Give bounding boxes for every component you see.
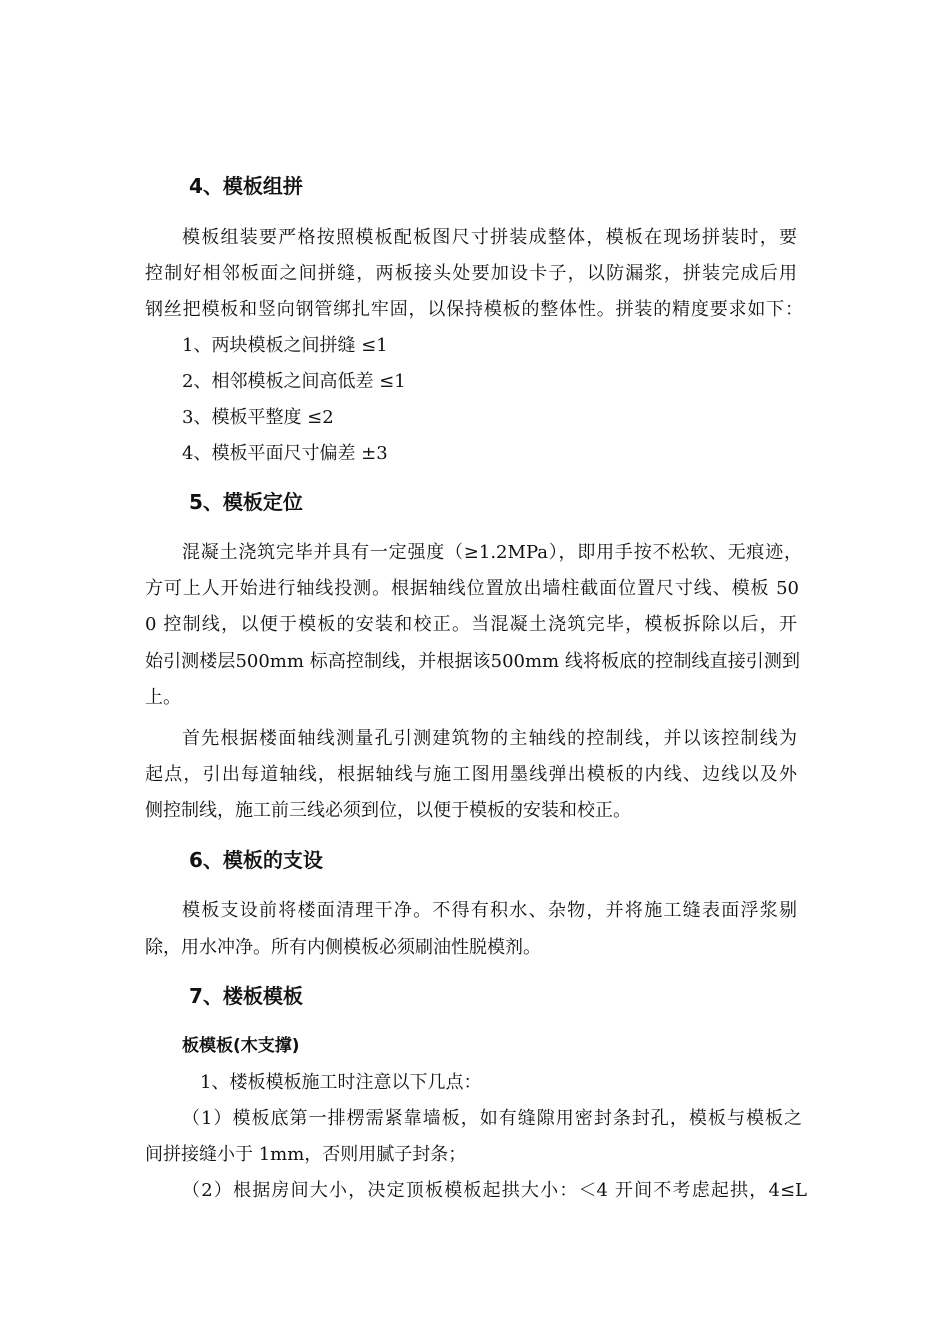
paragraph-line: 上。	[145, 687, 181, 708]
list-item: 2、相邻模板之间高低差 ≤1	[182, 371, 406, 392]
section-heading-5: 5、模板定位	[189, 490, 303, 514]
list-item: 4、模板平面尺寸偏差 ±3	[182, 443, 388, 464]
list-item: 3、模板平整度 ≤2	[182, 407, 334, 428]
paragraph-line: 模板支设前将楼面清理干净。不得有积水、杂物，并将施工缝表面浮浆剔	[182, 900, 797, 921]
paragraph-line: 方可上人开始进行轴线投测。根据轴线位置放出墙柱截面位置尺寸线、模板 50	[145, 578, 799, 599]
section-heading-4: 4、模板组拼	[189, 174, 303, 198]
paragraph-line: 起点，引出每道轴线，根据轴线与施工图用墨线弹出模板的内线、边线以及外	[145, 764, 797, 785]
paragraph-line: 侧控制线，施工前三线必须到位，以便于模板的安装和校正。	[145, 800, 631, 821]
paragraph-line: 首先根据楼面轴线测量孔引测建筑物的主轴线的控制线，并以该控制线为	[182, 728, 797, 749]
paragraph-line: （2）根据房间大小，决定顶板模板起拱大小：＜4 开间不考虑起拱，4≤L	[182, 1180, 807, 1201]
sub-heading: 板模板(木支撑)	[182, 1036, 300, 1056]
paragraph-line: 0 控制线，以便于模板的安装和校正。当混凝土浇筑完毕，模板拆除以后，开	[145, 614, 797, 635]
paragraph-line: 控制好相邻板面之间拼缝，两板接头处要加设卡子，以防漏浆，拼装完成后用	[145, 263, 797, 284]
list-item: 1、楼板模板施工时注意以下几点：	[200, 1072, 482, 1093]
section-heading-6: 6、模板的支设	[189, 848, 323, 872]
paragraph-line: （1）模板底第一排楞需紧靠墙板，如有缝隙用密封条封孔，模板与模板之	[182, 1108, 802, 1129]
section-heading-7: 7、楼板模板	[189, 984, 303, 1008]
paragraph-line: 除，用水冲净。所有内侧模板必须刷油性脱模剂。	[145, 937, 541, 958]
paragraph-line: 间拼接缝小于 1mm，否则用腻子封条；	[145, 1144, 467, 1165]
paragraph-line: 模板组装要严格按照模板配板图尺寸拼装成整体，模板在现场拼装时，要	[182, 227, 797, 248]
paragraph-line: 始引测楼层500mm 标高控制线，并根据该500mm 线将板底的控制线直接引测到	[145, 651, 800, 672]
paragraph-line: 钢丝把模板和竖向钢管绑扎牢固，以保持模板的整体性。拼装的精度要求如下：	[145, 299, 803, 320]
list-item: 1、两块模板之间拼缝 ≤1	[182, 335, 388, 356]
paragraph-line: 混凝土浇筑完毕并具有一定强度（≥1.2MPa），即用手按不松软、无痕迹，	[182, 542, 802, 563]
